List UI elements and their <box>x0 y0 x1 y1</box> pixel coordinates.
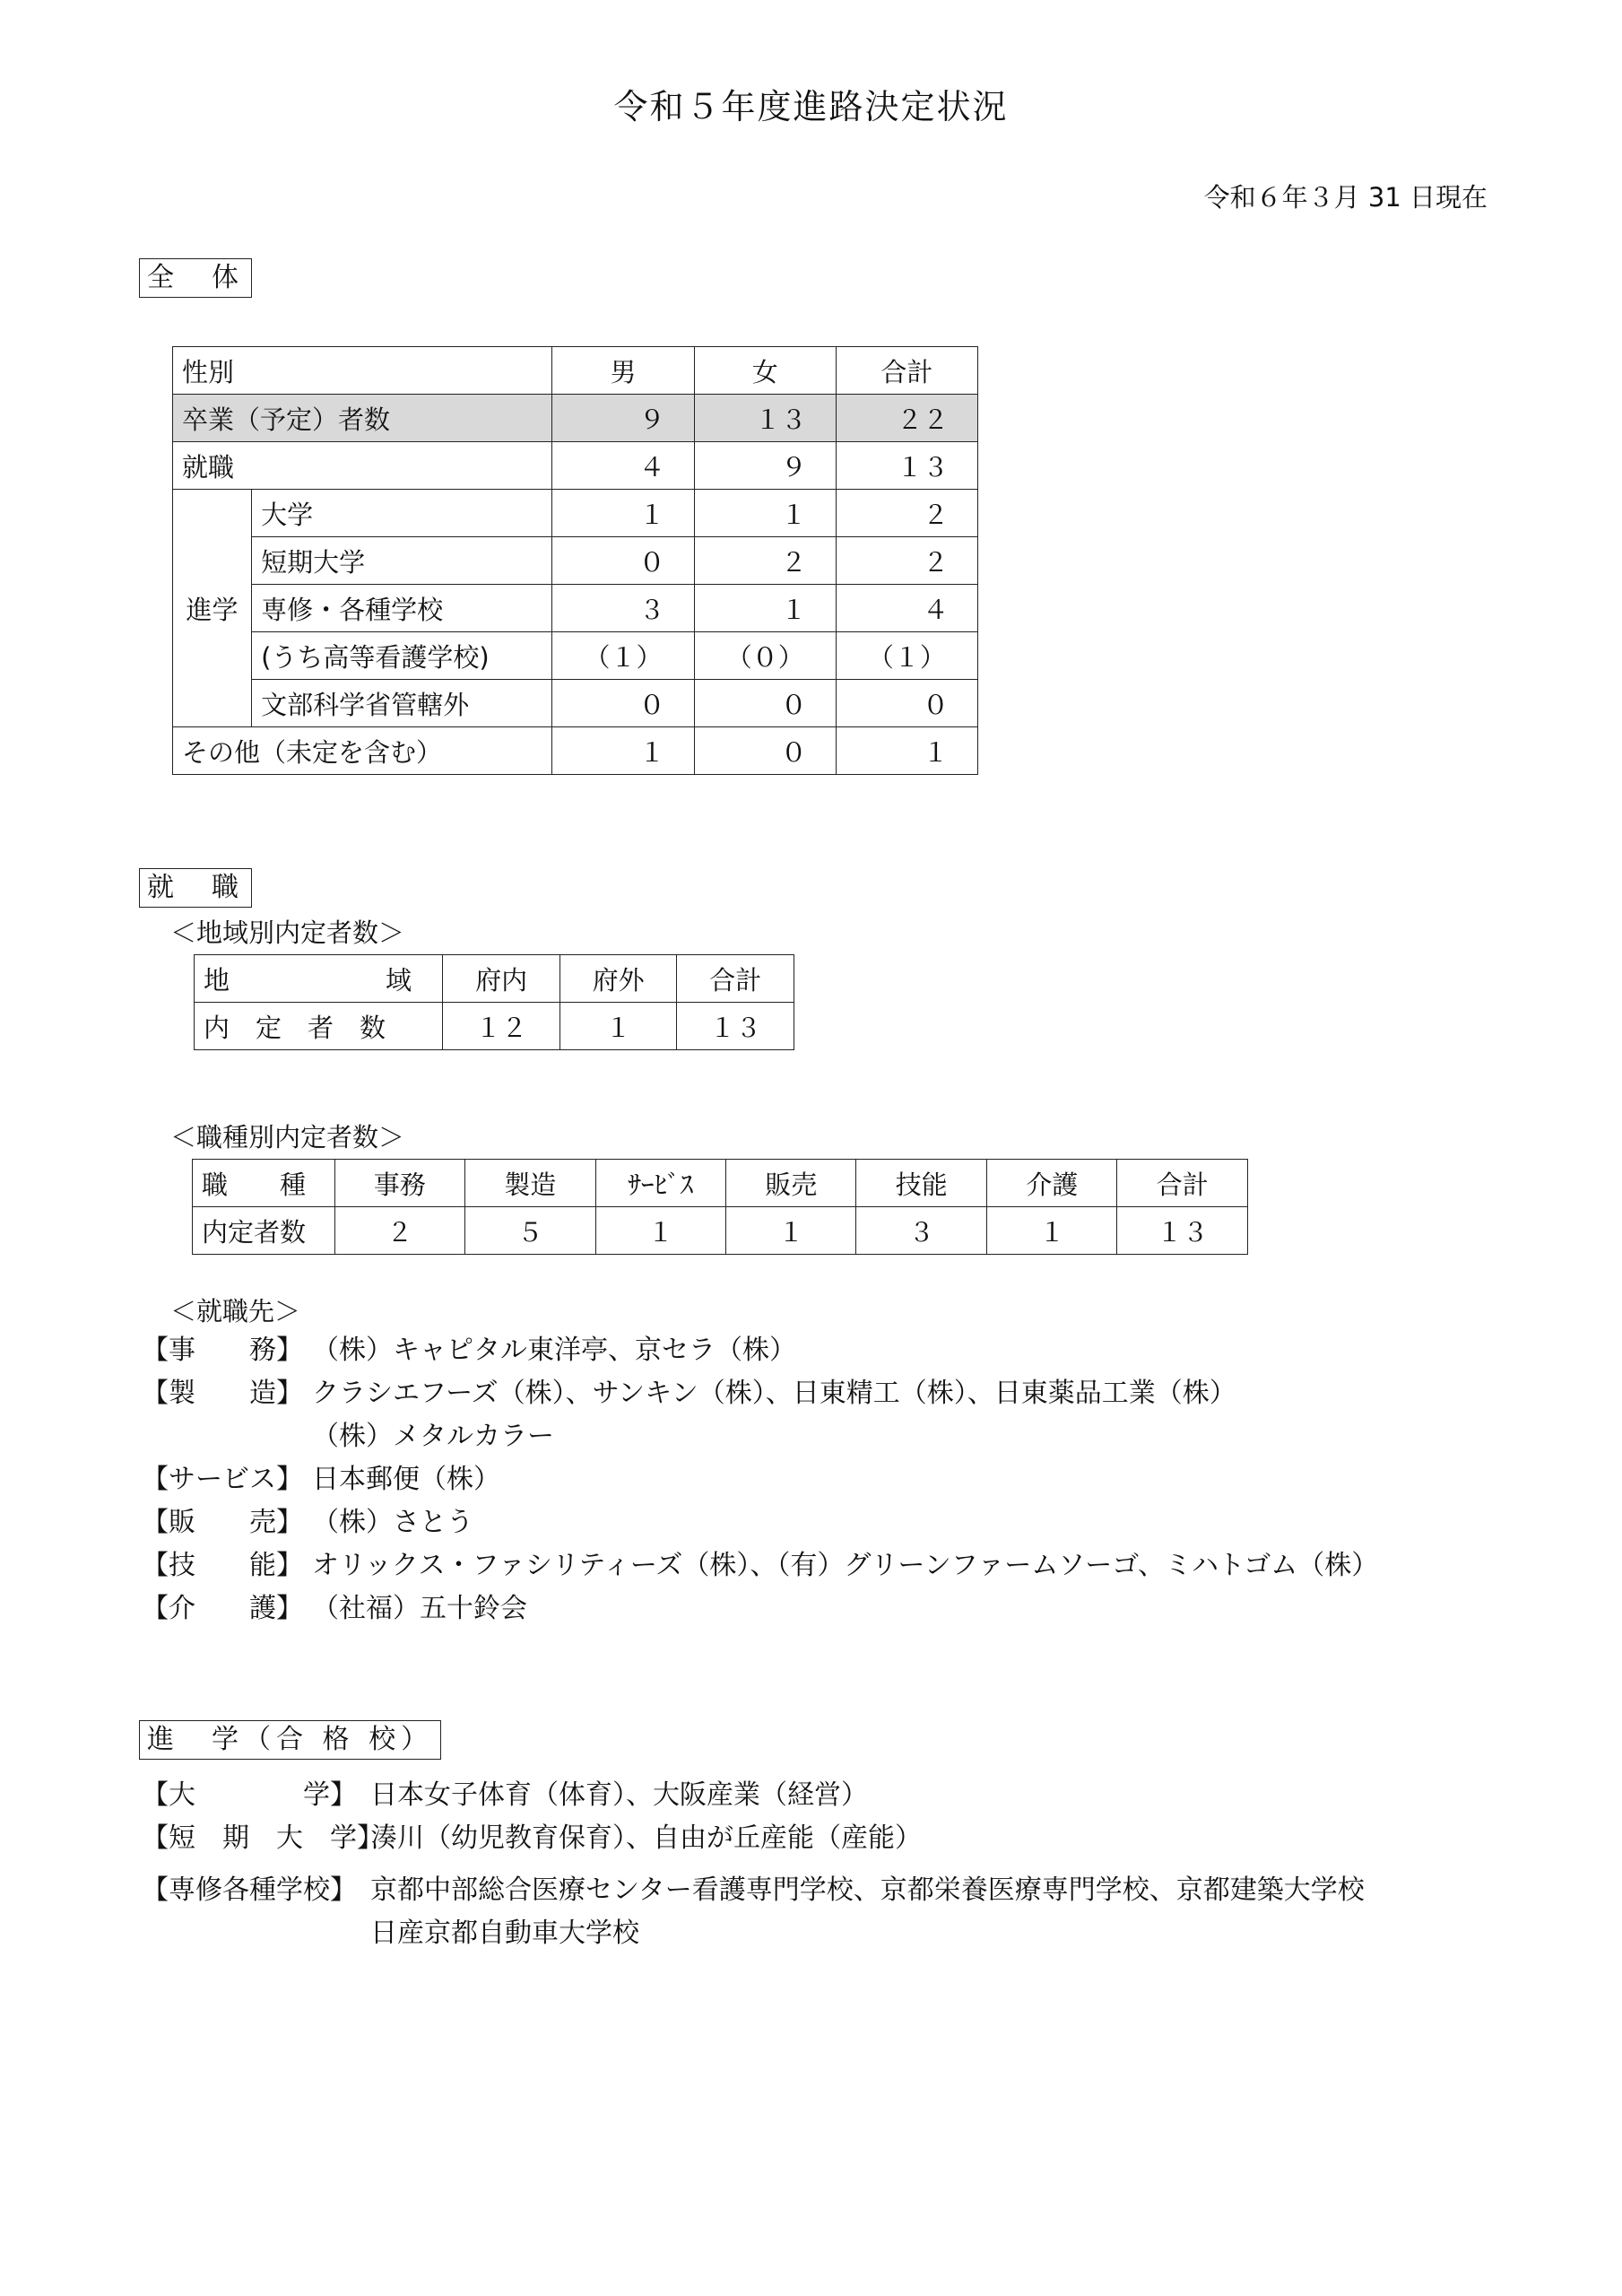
header-gender: 性別 <box>173 347 552 395</box>
advance-group-label: 進学 <box>173 490 252 727</box>
table-cell: １ <box>836 727 977 775</box>
table-cell: ３ <box>552 585 694 632</box>
table-cell: ４ <box>552 442 694 490</box>
job-header-care: 介護 <box>986 1160 1116 1207</box>
destination-text: （社福）五十鈴会 <box>312 1593 527 1624</box>
overall-table <box>172 346 978 775</box>
table-cell: ９ <box>694 442 836 490</box>
destination-text: 日本郵便（株） <box>312 1464 500 1495</box>
table-cell: １３ <box>1117 1207 1248 1255</box>
job-header-manufacturing: 製造 <box>465 1160 595 1207</box>
table-cell: ２ <box>836 490 977 537</box>
school-text: 京都中部総合医療センター看護専門学校、京都栄養医療専門学校、京都建築大学校 <box>370 1874 1365 1906</box>
table-cell: ５ <box>465 1207 595 1255</box>
list-item <box>142 1548 1378 1584</box>
destination-text: （株）さとう <box>312 1507 473 1538</box>
table-row <box>173 395 978 442</box>
table-cell: ２ <box>334 1207 464 1255</box>
table-cell: ２２ <box>836 395 977 442</box>
table-cell: １ <box>559 1003 677 1050</box>
job-table <box>192 1159 1248 1255</box>
table-cell: １ <box>552 490 694 537</box>
table-cell: （１） <box>836 632 977 680</box>
table-cell: １ <box>725 1207 855 1255</box>
row-label: 大学 <box>252 490 552 537</box>
row-label: (うち高等看護学校) <box>252 632 552 680</box>
table-cell: １３ <box>836 442 977 490</box>
table-cell: ０ <box>552 537 694 585</box>
table-row <box>173 727 978 775</box>
list-item <box>142 1916 639 1952</box>
table-cell: （０） <box>694 632 836 680</box>
report-date: 令和６年３月 31 日現在 <box>1203 182 1488 213</box>
school-text: 日本女子体育（体育）、大阪産業（経営） <box>370 1779 868 1811</box>
list-item <box>142 1821 922 1857</box>
list-item <box>142 1873 1365 1909</box>
table-cell: １２ <box>443 1003 560 1050</box>
table-cell: １ <box>694 585 836 632</box>
table-cell: ０ <box>552 680 694 727</box>
destination-label: 【製 造】 <box>142 1378 303 1409</box>
table-cell: １ <box>595 1207 725 1255</box>
destination-label: 【技 能】 <box>142 1550 303 1581</box>
row-label: 短期大学 <box>252 537 552 585</box>
region-header-area: 地 域 <box>195 955 443 1003</box>
table-cell: １ <box>986 1207 1116 1255</box>
destination-label: 【介 護】 <box>142 1593 303 1624</box>
table-row <box>173 632 978 680</box>
school-label: 【短 期 大 学】 <box>142 1822 384 1854</box>
job-subtitle: ＜職種別内定者数＞ <box>170 1122 405 1152</box>
table-row <box>173 442 978 490</box>
job-header-office: 事務 <box>334 1160 464 1207</box>
table-row <box>173 680 978 727</box>
destination-label: 【事 務】 <box>142 1335 303 1366</box>
destination-label: 【販 売】 <box>142 1507 303 1538</box>
table-row <box>193 1160 1248 1207</box>
destinations-subtitle: ＜就職先＞ <box>170 1296 301 1326</box>
table-cell: ０ <box>836 680 977 727</box>
table-cell: （１） <box>552 632 694 680</box>
school-label: 【専修各種学校】 <box>142 1874 357 1906</box>
job-header-type: 職 種 <box>193 1160 335 1207</box>
list-item <box>142 1333 796 1369</box>
list-item <box>142 1419 554 1455</box>
region-subtitle: ＜地域別内定者数＞ <box>170 918 405 948</box>
list-item <box>142 1376 1236 1412</box>
table-row <box>173 585 978 632</box>
table-cell: １３ <box>694 395 836 442</box>
advancement-heading: 進 学（合 格 校） <box>139 1720 441 1760</box>
destination-text: オリックス・ファシリティーズ（株）、（有）グリーンファームソーゴ、ミハトゴム（株） <box>312 1550 1379 1581</box>
other-label: その他（未定を含む） <box>173 727 552 775</box>
list-item <box>142 1778 868 1813</box>
school-text: 日産京都自動車大学校 <box>370 1918 639 1949</box>
table-row <box>195 1003 794 1050</box>
table-cell: １ <box>552 727 694 775</box>
list-item <box>142 1505 473 1541</box>
employment-label: 就職 <box>173 442 552 490</box>
header-female: 女 <box>694 347 836 395</box>
destination-text: クラシエフーズ（株）、サンキン（株）、日東精工（株）、日東薬品工業（株） <box>312 1378 1236 1409</box>
destination-label: 【サービス】 <box>142 1464 303 1495</box>
list-item <box>142 1462 500 1498</box>
table-row <box>173 537 978 585</box>
table-cell: ０ <box>694 727 836 775</box>
table-row <box>173 347 978 395</box>
overall-heading: 全 体 <box>139 258 252 298</box>
region-table <box>194 954 794 1050</box>
row-label: 専修・各種学校 <box>252 585 552 632</box>
table-row <box>173 490 978 537</box>
job-header-service: ｻｰﾋﾞｽ <box>595 1160 725 1207</box>
table-cell: ２ <box>694 537 836 585</box>
table-cell: ２ <box>836 537 977 585</box>
school-label: 【大 学】 <box>142 1779 357 1811</box>
table-cell: １３ <box>677 1003 794 1050</box>
job-header-skilled: 技能 <box>856 1160 986 1207</box>
table-row <box>193 1207 1248 1255</box>
graduates-label: 卒業（予定）者数 <box>173 395 552 442</box>
table-cell: ９ <box>552 395 694 442</box>
header-total: 合計 <box>836 347 977 395</box>
destination-text: （株）メタルカラー <box>312 1421 554 1452</box>
table-cell: ３ <box>856 1207 986 1255</box>
table-row <box>195 955 794 1003</box>
table-cell: ０ <box>694 680 836 727</box>
region-header-outside: 府外 <box>559 955 677 1003</box>
list-item <box>142 1591 527 1627</box>
table-cell: ４ <box>836 585 977 632</box>
destination-text: （株）キャピタル東洋亭、京セラ（株） <box>312 1335 796 1366</box>
row-label: 文部科学省管轄外 <box>252 680 552 727</box>
header-male: 男 <box>552 347 694 395</box>
page-title: 令和５年度進路決定状況 <box>613 87 1009 126</box>
school-text: 湊川（幼児教育保育）、自由が丘産能（産能） <box>370 1822 922 1854</box>
employment-heading: 就 職 <box>139 868 252 908</box>
job-row-label: 内定者数 <box>193 1207 335 1255</box>
job-header-sales: 販売 <box>725 1160 855 1207</box>
region-row-label: 内 定 者 数 <box>195 1003 443 1050</box>
region-header-total: 合計 <box>677 955 794 1003</box>
region-header-inside: 府内 <box>443 955 560 1003</box>
table-cell: １ <box>694 490 836 537</box>
job-header-total: 合計 <box>1117 1160 1248 1207</box>
